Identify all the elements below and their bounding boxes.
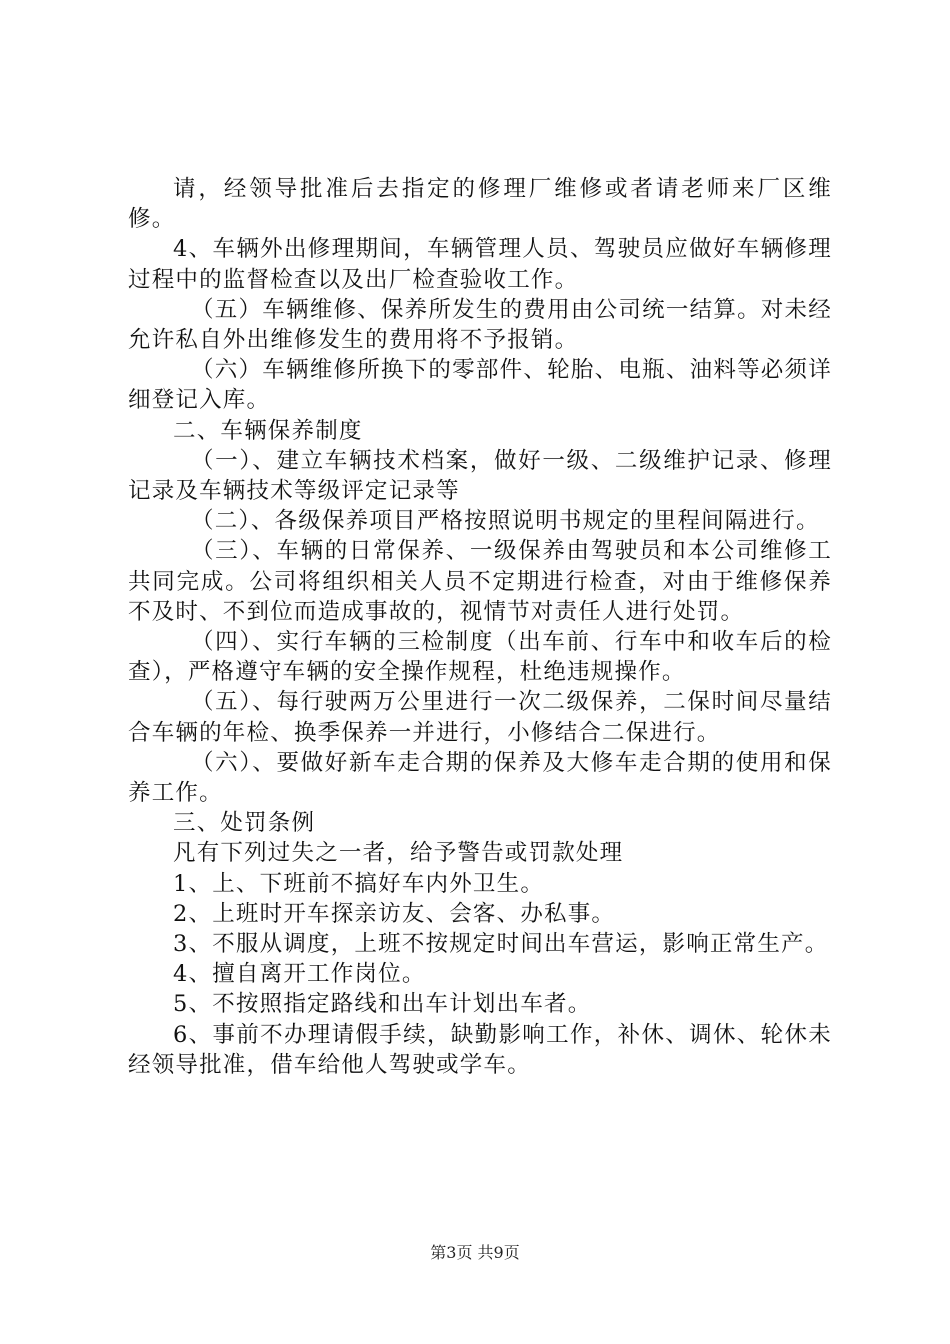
page-footer: 第3页 共9页 [430, 1243, 520, 1262]
document-body [128, 174, 832, 1080]
paragraph: （二）、各级保养项目严格按照说明书规定的里程间隔进行。 [191, 508, 820, 535]
paragraph: （五）、每行驶两万公里进行一次二级保养，二保时间尽量结合车辆的年检、换季保养一并进行，小修结合二保进行。 [128, 689, 832, 746]
paragraph: 6、事前不办理请假手续，缺勤影响工作，补休、调休、轮休未经领导批准，借车给他人驾驶或学车。 [128, 1021, 832, 1078]
paragraph: （四）、实行车辆的三检制度（出车前、行车中和收车后的检查），严格遵守车辆的安全操作规程，杜绝违规操作。 [128, 629, 832, 686]
paragraph: 4、车辆外出修理期间，车辆管理人员、驾驶员应做好车辆修理过程中的监督检查以及出厂检查验收工作。 [128, 236, 832, 293]
paragraph: 1、上、下班前不搞好车内外卫生。 [173, 870, 545, 897]
paragraph: （六）、要做好新车走合期的保养及大修车走合期的使用和保养工作。 [128, 749, 832, 807]
paragraph: 请，经领导批准后去指定的修理厂维修或者请老师来厂区维修。 [128, 176, 832, 233]
paragraph: （三）、车辆的日常保养、一级保养由驾驶员和本公司维修工共同完成。公司将组织相关人员不定期进行检查，对由于维修保养不及时、不到位而造成事故的，视情节对责任人进行处罚。 [128, 538, 832, 625]
paragraph: 5、不按照指定路线和出车计划出车者。 [173, 991, 592, 1018]
paragraph: 4、擅自离开工作岗位。 [173, 961, 426, 988]
paragraph: 3、不服从调度，上班不按规定时间出车营运，影响正常生产。 [173, 931, 829, 958]
paragraph: （五）车辆维修、保养所发生的费用由公司统一结算。对未经允许私自外出维修发生的费用将不予报销。 [128, 296, 832, 354]
paragraph: 三、处罚条例 [173, 810, 316, 837]
paragraph: 2、上班时开车探亲访友、会客、办私事。 [173, 900, 616, 927]
paragraph: （六）车辆维修所换下的零部件、轮胎、电瓶、油料等必须详细登记入库。 [128, 357, 832, 414]
paragraph: （一）、建立车辆技术档案，做好一级、二级维护记录、修理记录及车辆技术等级评定记录等 [128, 447, 832, 505]
paragraph: 凡有下列过失之一者，给予警告或罚款处理 [173, 840, 624, 867]
paragraph: 二、车辆保养制度 [173, 417, 363, 444]
